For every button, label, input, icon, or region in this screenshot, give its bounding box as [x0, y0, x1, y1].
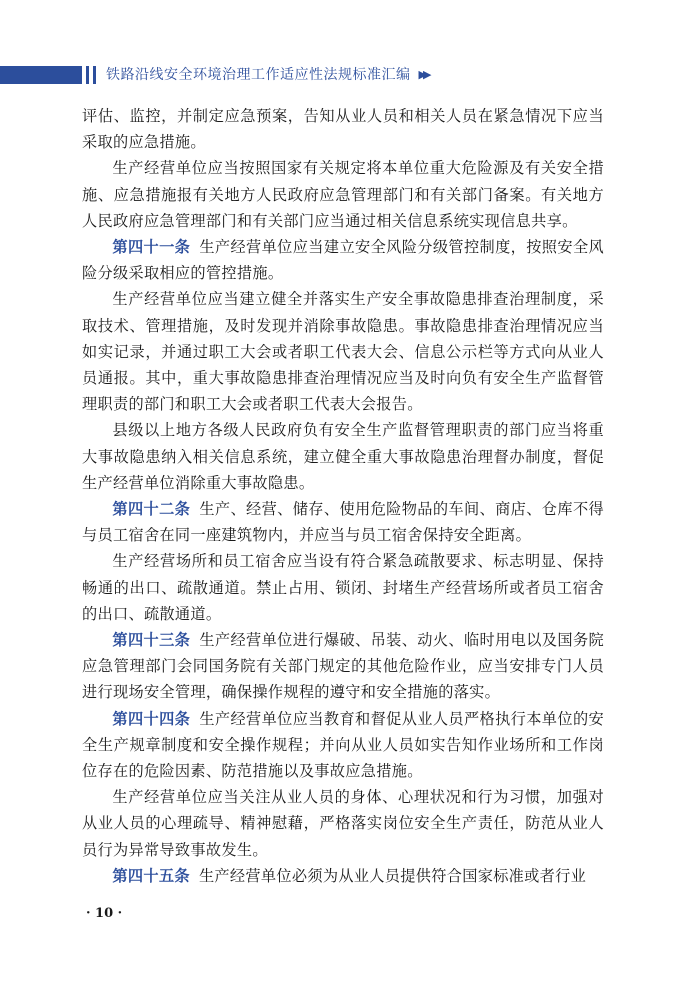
paragraph [82, 234, 604, 286]
paragraph-text: 生产经营单位应当建立健全并落实生产安全事故隐患排查治理制度，采取技术、管理措施，及时发现并消除事故隐患。事故隐患排查治理情况应当如实记录，并通过职工大会或者职工代表大会、信息公示栏等方式向从业人员通报。其中，重大事故隐患排查治理情况应当及时向负有安全生产监督管理职责的部门和职工大会或者职工代表大会报告。 [82, 290, 604, 414]
paragraph [82, 155, 604, 234]
paragraph-text: 生产经营单位应当教育和督促从业人员严格执行本单位的安全生产规章制度和安全操作规程；并向从业人员如实告知作业场所和工作岗位存在的危险因素、防范措施以及事故应急措施。 [82, 709, 604, 781]
paragraph-text: 生产、经营、储存、使用危险物品的车间、商店、仓库不得与员工宿舍在同一座建筑物内，并应当与员工宿舍保持安全距离。 [82, 500, 604, 545]
paragraph [82, 496, 604, 548]
paragraph-text: 生产经营单位应当关注从业人员的身体、心理状况和行为习惯，加强对从业人员的心理疏导、精神慰藉，严格落实岗位安全生产责任，防范从业人员行为异常导致事故发生。 [82, 788, 604, 859]
paragraph [82, 103, 604, 155]
paragraph-text: 生产经营单位必须为从业人员提供符合国家标准或者行业 [198, 866, 587, 885]
header-stripe [86, 66, 89, 84]
paragraph-text: 生产经营场所和员工宿舍应当设有符合紧急疏散要求、标志明显、保持畅通的出口、疏散通道。禁止占用、锁闭、封堵生产经营场所或者员工宿舍的出口、疏散通道。 [82, 552, 604, 623]
header-stripe [93, 66, 96, 84]
double-arrow-icon: ▶▶ [418, 68, 428, 81]
paragraph [82, 417, 604, 496]
paragraph [82, 286, 604, 417]
paragraph-text: 生产经营单位应当按照国家有关规定将本单位重大危险源及有关安全措施、应急措施报有关地方人民政府应急管理部门和有关部门备案。有关地方人民政府应急管理部门和有关部门应当通过相关信息系统实现信息共享。 [82, 159, 604, 230]
paragraph [82, 706, 604, 785]
running-header-title: 铁路沿线安全环境治理工作适应性法规标准汇编 [106, 67, 411, 83]
article-number: 第四十三条 [112, 631, 191, 650]
document-body [82, 103, 604, 889]
article-number: 第四十一条 [112, 238, 191, 257]
paragraph [82, 627, 604, 706]
article-number: 第四十四条 [112, 709, 191, 728]
paragraph [82, 548, 604, 627]
article-number: 第四十五条 [112, 866, 190, 885]
header-color-bar [0, 66, 82, 84]
article-number: 第四十二条 [112, 500, 191, 519]
paragraph-text: 县级以上地方各级人民政府负有安全生产监督管理职责的部门应当将重大事故隐患纳入相关信息系统，建立健全重大事故隐患治理督办制度，督促生产经营单位消除重大事故隐患。 [82, 421, 604, 492]
paragraph-text: 评估、监控，并制定应急预案，告知从业人员和相关人员在紧急情况下应当采取的应急措施。 [82, 107, 604, 152]
page-number: · 10 · [86, 906, 123, 921]
paragraph [82, 863, 604, 889]
paragraph-text: 生产经营单位应当建立安全风险分级管控制度，按照安全风险分级采取相应的管控措施。 [82, 238, 604, 283]
paragraph-text: 生产经营单位进行爆破、吊装、动火、临时用电以及国务院应急管理部门会同国务院有关部门规定的其他危险作业，应当安排专门人员进行现场安全管理，确保操作规程的遵守和安全措施的落实。 [82, 631, 604, 702]
header-title-block [106, 64, 427, 86]
paragraph [82, 784, 604, 863]
